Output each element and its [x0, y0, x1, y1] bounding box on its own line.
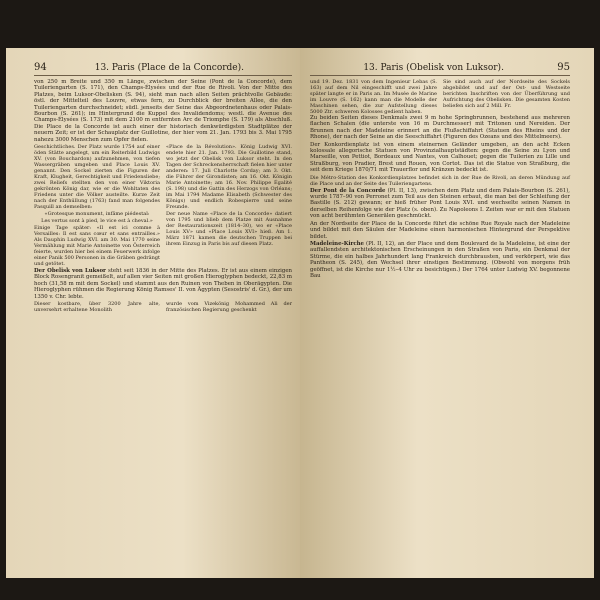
- left-col1b-text: Einige Tage später: «Il est ici comme à Versailles: Il est sans cœur et sans entrailles.» Als Dauphin Ludwig XVI. am 30. Mai 1770 seine Vermählung mit Marie Antoinette von Österreich feierte, wurden hier bei einem Feuerwerk infolge einer Panik 500 Personen in die Gräben gedrängt und getötet.: [34, 225, 160, 268]
- madeleine-paragraph: [310, 241, 570, 279]
- left-columns: [34, 144, 292, 268]
- right-col-2: Sie sind auch auf der Nordseite des Sockels abgebildet und auf der Ost- und Westseite berichten Inschriften von der Überführung und Aufrichtung des Obelisken. Die gesamten Kosten beliefen sich auf 2 Mill. Fr.: [443, 79, 570, 109]
- metro-paragraph: Die Métro-Station des Konkordienplatzes befindet sich in der Rue de Rivoli, an deren Mündung auf die Place und an der Seite des Tuileriengartens.: [310, 174, 570, 187]
- obelisk-heading: Der Obelisk von Luksor: [34, 268, 106, 275]
- right-running-head: [310, 62, 570, 76]
- left-col2-text: «Place de la Révolution». König Ludwig XVI. endete hier 21. Jan. 1793. Die Guillotine stand, wo jetzt der Obelisk von Luksor steht. In den Tagen der Schreckensherrschaft fielen hier unter anderen: 17. Juli Charlotte Corday; am 3. Okt. die Führer der Girondisten; am 16. Okt. Königin Marie Antoinette; am 16. Nov. Philippe Égalité (S. 198) und die Gattin des Herzogs von Orléans; im Mai 1794 Madame Elisabeth (Schwester des Königs) und endlich Robespierre und seine Freunde.: [166, 144, 292, 211]
- left-body: [34, 79, 292, 313]
- left-col2b-text: Der neue Name «Place de la Concorde» datiert von 1795 und blieb dem Platze mit Ausnahme der Restaurationszeit (1814–30), wo er «Place Louis XV» und «Place Louis XVI» hieß. Am 1. März 1871 kamen die deutschen Truppen bei ihrem Einzug in Paris bis auf diesen Platz.: [166, 211, 292, 248]
- left-quote-2: Les vertus sont à pied, le vice est à cheval.»: [41, 218, 153, 225]
- left-quote-1: «Grotesque monument, infâme piédestal:: [44, 211, 150, 218]
- balustrade-paragraph: Der Konkordienplatz ist von einem steinernen Geländer umgeben, an den acht Ecken kolossale allegorische Statuen von Provinzialhauptstädten: gegen die Seine zu Lyon und Marseille, von Pettiot, Bordeaux und Nantes, von Calhouet; gegen die Tuilerien zu Lille und Straßburg, von Pradier, Brest und Rouen, von Cortot. Das ist die Statue von Straßburg, die seit dem Kriege 1870/71 mit Trauerflor und Kränzen bedeckt ist.: [310, 141, 570, 174]
- rue-royale-paragraph: An der Nordseite der Place de la Concorde führt die schöne Rue Royale nach der Madeleine und bildet mit den Säulen der Madeleine einen harmonischen Hintergrund der Perspektive bildet.: [310, 220, 570, 240]
- right-top-columns: [310, 79, 570, 115]
- bridge-heading: Der Pont de la Concorde: [310, 187, 386, 194]
- left-page: [6, 48, 300, 578]
- bridge-paragraph: [310, 188, 570, 220]
- right-col-1: und 19. Dez. 1831 von dem Ingenieur Lebas (S. 163) auf dem Nil eingeschifft und zwei Jahre später langte er in Paris an. Im Musée de Marine im Louvre (S. 162) kann man die Modelle der Maschinen sehen, die zur Aufstellung dieses 5000 Ztr. schweren Kolosses gedient haben.: [310, 79, 437, 115]
- left-running-title: 13. Paris (Place de la Concorde).: [94, 63, 244, 73]
- left-col-2: [166, 144, 292, 268]
- left-footer-left: Dieser kostbare, über 3200 Jahre alte, unversehrt erhaltene Monolith: [34, 301, 160, 314]
- madeleine-heading: Madeleine-Kirche: [310, 240, 364, 247]
- fountains-paragraph: Zu beiden Seiten dieses Denkmals zwei 9 m hohe Springbrunnen, bestehend aus mehreren flachen Schalen (die unterste von 16 m Durchmesser) mit Tritonen und Nereiden. Der Brunnen nach der Madeleine erinnert an die Flußschiffahrt (Statuen des Rheins und der Rhone), der nach der Seine an die Seeschiffahrt (Figuren des Ozeans und des Mittelmeers).: [310, 115, 570, 141]
- open-book: [6, 48, 594, 578]
- bridge-text: (Pl. II, 13), zwischen dem Platz und dem Palais-Bourbon (S. 261), wurde 1787–90 von Perronet zum Teil aus den Steinen erbaut, die man bei der Schleifung der Bastille (S. 212) gewann; er hieß früher Pont Louis XVI. und wechselte seinen Namen in derselben Reihenfolge wie der Platz (s. oben). Zu Napoleons I. Zeiten war er mit den Statuen von acht berühmten Generälen geschmückt.: [310, 187, 571, 220]
- left-footer-columns: [34, 301, 292, 313]
- left-running-head: [34, 62, 292, 76]
- right-page: [300, 48, 594, 578]
- obelisk-paragraph: [34, 268, 292, 300]
- left-col-1: [34, 144, 160, 268]
- left-col1-text: Geschichtliches. Der Platz wurde 1754 auf einer öden Stätte angelegt, um ein Reiterbild Ludwigs XV. (von Bouchardon) aufzunehmen, von tiefen Wassergräben umgeben und Place Louis XV. genannt. Den Sockel zierten die Figuren der Kraft, Klugheit, Gerechtigkeit und Friedensliebe; zwei Reliefs stellten den von einer Viktoria gekrönten König dar, wie er die Wohltaten des Friedens unter die Völker austeilte. Kurze Zeit nach der Enthüllung (1763) fand man folgendes Pasquill an demselben:: [34, 144, 160, 211]
- right-page-number: 95: [557, 62, 570, 73]
- right-body: [310, 79, 570, 279]
- left-footer-right: wurde vom Vizekönig Mohammed Ali der französischen Regierung geschenkt: [166, 301, 292, 314]
- right-running-title: 13. Paris (Obelisk von Luksor).: [363, 63, 504, 73]
- madeleine-text: (Pl. II, 12), an der Place und dem Boulevard de la Madeleine, ist eine der auffallendsten architektonischen Erscheinungen in den Straßen von Paris, ein Denkmal der Stürme, die ein halbes Jahrhundert lang Frankreich durchbrausten, und verkörpert, wie das Pantheon (S. 245), den Wechsel ihrer einstigen Bestimmung. (Obwohl von morgens früh geöffnet, ist die Kirche nur 1½–4 Uhr zu besichtigen.) Der 1764 unter Ludwig XV. begonnene Bau: [310, 240, 570, 279]
- left-page-number: 94: [34, 62, 47, 73]
- obelisk-text: steht seit 1836 in der Mitte des Platzes. Er ist aus einem einzigen Block Rosengranit gemeißelt, auf allen vier Seiten mit großen Hieroglyphen bedeckt, 22,83 m hoch (31,58 m mit dem Sockel) und stammt aus den Ruinen von Theben in Oberägypten. Die Hieroglyphen rühmen die Regierung König Ramses' II. von Ägypten (Sesostris' d. Gr.), der um 1350 v. Chr. lebte.: [34, 268, 292, 300]
- left-intro: von 250 m Breite und 350 m Länge, zwischen der Seine (Pont de la Concorde), dem Tuileriengarten (S. 171), den Champs-Élysées und der Rue de Rivoli. Von der Mitte des Platzes, beim Luksor-Obelisken (S. 94), sieht man nach allen Seiten prächtvolle Gebäude: östl. der Mittelteil des Louvre, etwas fern, zu Durchblick der breiten Allee, die den Tuileriengarten durchschneidet; südl. jenseits der Seine das Abgeordnetenhaus oder Palais-Bourbon (S. 261); im Hintergrund die Kuppel des Invalidendoms; westl. die Avenue des Champs-Élysées (S. 173) mit dem 2100 m entfernten Arc de Triomphe (S. 179) als Abschluß. Die Place de la Concorde ist auch einer der historisch denkwürdigsten Stadtplätze der neuern Zeit; er ist der Schauplatz der Guillotine, der hier vom 21. Jan. 1793 bis 3. Mai 1795 nahezu 3000 Menschen zum Opfer fielen.: [34, 79, 292, 143]
